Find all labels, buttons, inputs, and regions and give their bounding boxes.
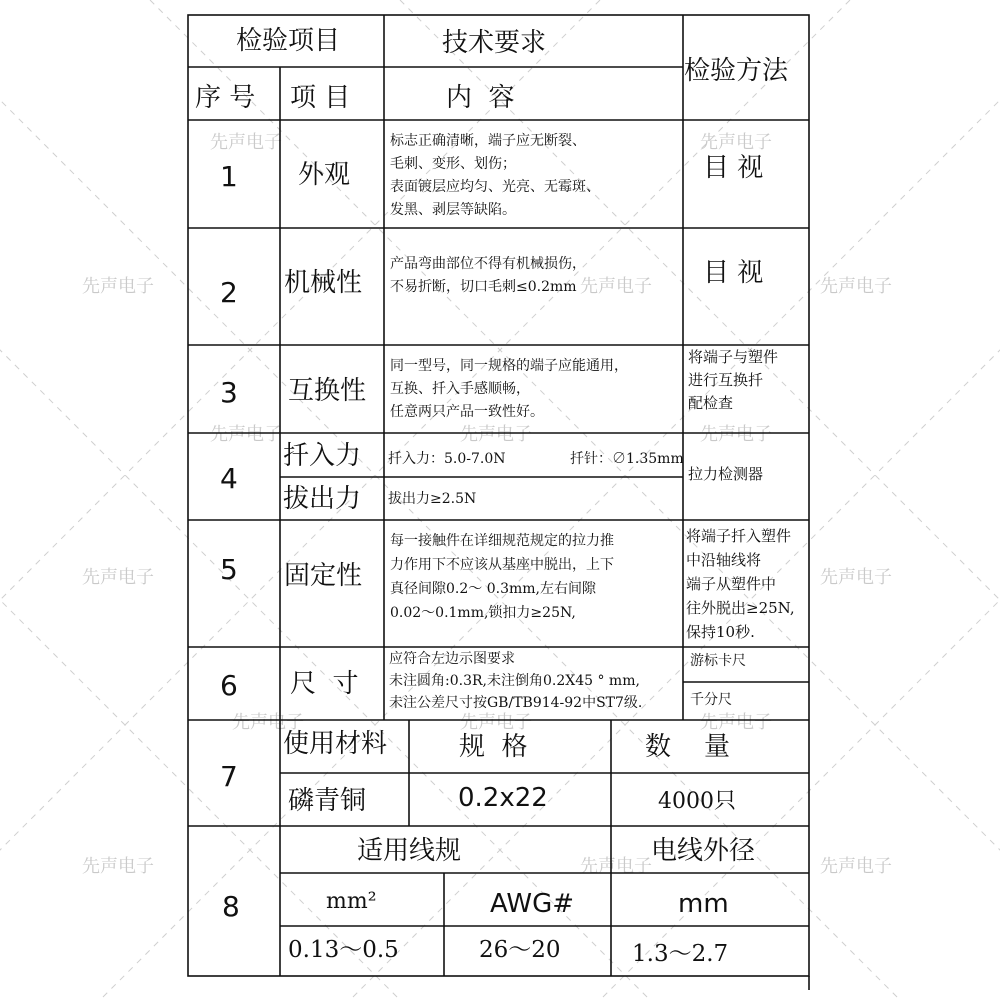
row-content: 同一型号，同一规格的端子应能通用， 互换、扦入手感顺畅， 任意两只产品一致性好。 [390, 358, 628, 420]
row-number: 8 [222, 890, 240, 923]
unit-mm2: mm² [326, 889, 377, 914]
value-awg: 26～20 [479, 937, 561, 963]
watermark-text: 先声电子 [210, 424, 282, 445]
header-inspection-item: 检验项目 [236, 26, 341, 56]
unit-awg: AWG# [490, 889, 575, 919]
quantity-header: 数 量 [645, 732, 731, 762]
value-mm: 1.3～2.7 [632, 941, 729, 967]
header-inspection-method: 检验方法 [684, 56, 789, 86]
watermark-text: 先声电子 [210, 132, 282, 153]
row-item: 外观 [298, 160, 351, 190]
row-content: 产品弯曲部位不得有机械损伤， 不易折断，切口毛刺≤0.2mm [390, 256, 586, 295]
header-tech-requirement: 技术要求 [442, 28, 547, 58]
row-item-extraction-force: 拔出力 [283, 484, 362, 514]
watermark-text: 先声电子 [700, 712, 772, 733]
unit-mm: mm [678, 889, 729, 919]
row-content: 每一接触件在详细规范规定的拉力推 力作用下不应该从基座中脱出，上下 真径间隙0.2～ 0.3mm,左右间隙 0.02～0.1mm,锁扣力≥25N, [390, 533, 614, 621]
watermark-text: 先声电子 [700, 132, 772, 153]
watermark-text: 先声电子 [460, 424, 532, 445]
header-seq: 序 号 [195, 83, 256, 113]
watermark-text: 先声电子 [820, 567, 892, 588]
row-number: 1 [220, 160, 238, 193]
row-method: 目 视 [703, 153, 764, 183]
row-number: 2 [220, 276, 238, 309]
quantity-value: 4000只 [658, 789, 736, 814]
spec-value: 0.2x22 [458, 783, 548, 813]
watermark-text: 先声电子 [460, 712, 532, 733]
row-method-caliper: 游标卡尺 [690, 653, 746, 669]
row-number: 7 [220, 760, 238, 793]
wire-diameter-header: 电线外径 [651, 836, 756, 866]
row-item: 互换性 [288, 376, 367, 406]
row-number: 3 [220, 376, 238, 409]
row-item: 机械性 [284, 268, 363, 298]
row-content-pin-size: 扦针：∅1.35mm [570, 451, 684, 467]
row-content: 标志正确清晰，端子应无断裂、 毛刺、变形、划伤； 表面镀层应均匀、光亮、无霉斑、 发黑、剥层等缺陷。 [390, 133, 600, 218]
watermark-text: 先声电子 [82, 856, 154, 877]
watermark-text: 先声电子 [82, 276, 154, 297]
watermark-text: 先声电子 [232, 712, 304, 733]
row-method: 将端子与塑件 进行互换扦 配检查 [688, 348, 779, 412]
material-header: 使用材料 [283, 729, 388, 759]
material-value: 磷青铜 [288, 786, 367, 816]
row-method: 将端子扦入塑件 中沿轴线将 端子从塑件中 往外脱出≥25N, 保持10秒. [686, 527, 795, 641]
watermark-text: 先声电子 [82, 567, 154, 588]
row-item: 固定性 [284, 561, 363, 591]
wire-gauge-header: 适用线规 [357, 836, 462, 866]
row-content-insertion-force: 扦入力：5.0-7.0N [388, 451, 506, 467]
spec-header: 规 格 [459, 732, 528, 762]
watermark-text: 先声电子 [580, 856, 652, 877]
row-number: 5 [220, 553, 238, 586]
row-number: 6 [220, 669, 238, 702]
row-method: 拉力检测器 [688, 465, 764, 483]
value-mm2: 0.13～0.5 [288, 937, 399, 963]
header-content: 内 容 [446, 83, 515, 113]
row-content-extraction-force: 拔出力≥2.5N [388, 491, 477, 507]
row-method: 目 视 [703, 258, 764, 288]
row-item-insertion-force: 扦入力 [283, 441, 362, 471]
watermark-text: 先声电子 [700, 424, 772, 445]
watermark-text: 先声电子 [820, 276, 892, 297]
row-content: 应符合左边示图要求 未注圆角:0.3R,未注倒角0.2X45 ° mm, 未注公差尺寸按GB/TB914-92中ST7级. [389, 651, 643, 711]
row-method-micrometer: 千分尺 [690, 692, 732, 708]
header-item: 项 目 [290, 83, 351, 113]
watermark-text: 先声电子 [580, 276, 652, 297]
row-item: 尺 寸 [290, 669, 359, 699]
row-number: 4 [220, 462, 238, 495]
watermark-text: 先声电子 [820, 856, 892, 877]
